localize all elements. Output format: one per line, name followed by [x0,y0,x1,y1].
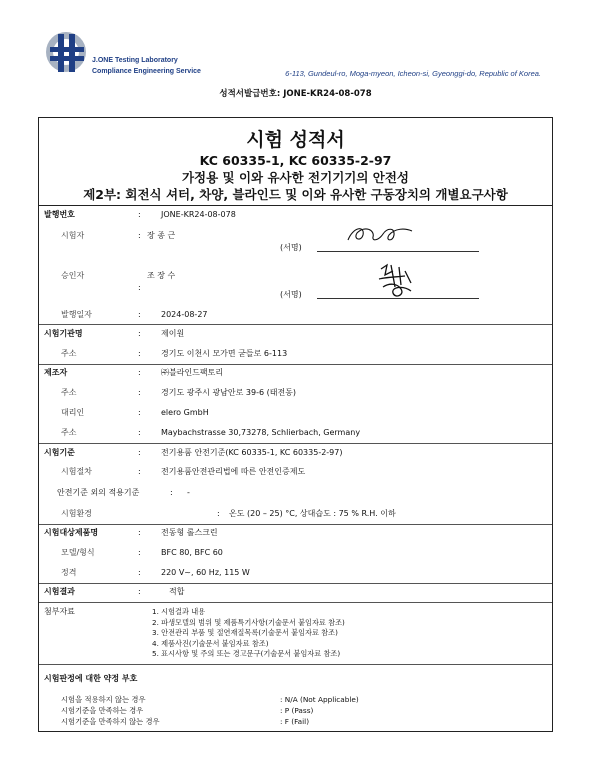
list-item: 4. 제품사진(기술문서 붙임자료 참조) [152,638,269,648]
list-item: 3. 안전관리 부품 및 절연재질목록(기술문서 붙임자료 참조) [152,628,338,637]
lab-address-value: 경기도 이천시 모가면 굳들로 6-113 [161,349,288,358]
tester-sign-label: (서명) [280,243,302,252]
product-value: 전동형 롤스크린 [161,528,218,537]
legend-row-na: 시험을 적용하지 않는 경우 [61,695,146,704]
rating-value: 220 V~, 60 Hz, 115 W [161,568,250,577]
tester-signature [345,222,415,246]
lab-tagline: Compliance Engineering Service [92,68,201,75]
list-item: 2. 파생모델의 범위 및 제품특기사항(기술문서 붙임자료 참조) [152,617,345,627]
other-standard-value: - [187,488,190,497]
tester-name: 장 종 근 [147,231,176,240]
list-item: 1. 시험결과 내용 [152,607,206,616]
document-number: 성적서발급번호: JONE-KR24-08-078 [219,89,372,99]
report-subtitle: 가정용 및 이와 유사한 전기기기의 안전성 [181,170,410,185]
approver-name: 조 장 수 [147,271,176,280]
agent-value: elero GmbH [161,408,209,417]
report-part: 제2부: 회전식 셔터, 차양, 블라인드 및 이와 유사한 구동장치의 개별요구사항 [83,187,508,202]
standard-value: 전기용품 안전기준(KC 60335-1, KC 60335-2-97) [161,448,343,457]
lab-value: 제이원 [161,329,185,338]
divider [39,443,552,444]
lab-address: 6-113, Gundeul-ro, Moga-myeon, Icheon-si, Gyeonggi-do, Republic of Korea. [285,69,541,78]
legend-row-fail: 시험기준을 만족하지 않는 경우 [61,717,160,726]
attachments-list [152,607,345,660]
lab-name: J.ONE Testing Laboratory [92,57,178,64]
report-standard: KC 60335-1, KC 60335-2-97 [199,153,392,168]
legend-code-fail: : F (Fail) [280,717,310,726]
approver-signature [375,261,419,301]
divider [39,583,552,584]
divider [39,664,552,665]
report-frame: 시험 성적서 KC 60335-1, KC 60335-2-97 가정용 및 이와 유사한 전기기기의 안전성 제2부: 회전식 셔터, 차양, 블라인드 및 이와 유사한 구동장치의 개별요구사항 발행번호 : JONE-KR24-08-078 시험자 : 장 종 근 (서명) 승인자 조 장 수 : (서명) 발행일자 : 2024-08-27 시험기관명 : 제이원 주소 : 경기도 이천시 모가면 굳들로 6-113 제조자 : ㈜블라인드팩토리 주소 : 경기도 광주시 광남안로 39-6 (태전동) 대리인 : elero GmbH 주소 : Maybachstrasse 30,73278, Schlierbach, Germany 시험기준 : 전기용품 안전기준(KC 60335-1, KC 60335-2-97) 시험절차 : 전기용품안전관리법에 따른 안전인증제도 안전기준 외의 적용기준 : - 시험환경 : 온도 (20 – 25) °C, 상대습도 : 75 % R.H. 이하 시험대상제품명 : 전동형 롤스크린 모델/형식 : BFC 80, BFC 60 정격 : 220 V~, 60 Hz, 115 W 시험결과 : 적합 첨부자료 1. 시험결과 내용 2. 파생모델의 범위 및 제품특기사항(기술문서 붙임자료 참조) 3. 안전관리 부품 및 절연재질목록(기술문서 붙임자료 참조) 4. 제품사진(기술문서 붙임자료 참조) 5. 표시사항 및 주의 또는 경고문구(기술문서 붙임자료 참조) 시험판정에 대한 약정 부호 시험을 적용하지 않는 경우 : N/A (Not Applicable) 시험기준을 만족하는 경우 : P (Pass) 시험기준을 만족하지 않는 경우 : F (Fail) [38,117,553,732]
approver-sign-label: (서명) [280,290,302,299]
result-value: 적합 [169,587,185,596]
tester-sign-line [317,251,479,252]
agent-address-value: Maybachstrasse 30,73278, Schlierbach, Germany [161,428,361,437]
legend-code-na: : N/A (Not Applicable) [280,695,359,704]
title-block [39,118,552,206]
list-item: 5. 표시사항 및 주의 또는 경고문구(기술문서 붙임자료 참조) [152,649,341,658]
legend-code-pass: : P (Pass) [280,706,314,715]
maker-address-value: 경기도 광주시 광남안로 39-6 (태전동) [161,388,297,397]
divider [39,364,552,365]
report-title: 시험 성적서 [246,129,345,151]
divider [39,524,552,525]
procedure-value: 전기용품안전관리법에 따른 안전인증제도 [161,467,306,476]
divider [39,324,552,325]
issue-number: JONE-KR24-08-078 [161,210,236,219]
maker-value: ㈜블라인드팩토리 [161,368,224,377]
issue-date: 2024-08-27 [161,310,208,319]
divider [39,602,552,603]
legend-row-pass: 시험기준을 만족하는 경우 [61,706,144,715]
model-value: BFC 80, BFC 60 [161,548,223,557]
environment-value: 온도 (20 – 25) °C, 상대습도 : 75 % R.H. 이하 [229,509,396,518]
